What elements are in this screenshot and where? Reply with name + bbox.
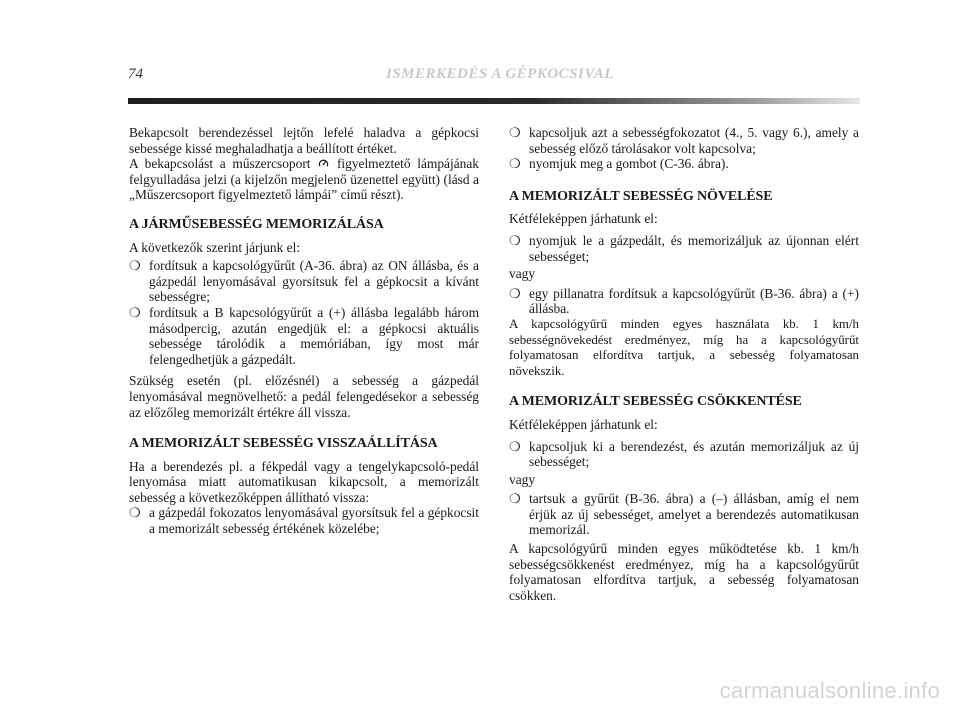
- memorize-note: Szükség esetén (pl. előzésnél) a sebesség a gázpedál lenyomásával megnövelhető: a pedál felengedésekor a sebesség az előzőleg memorizált értékre áll vissza.: [129, 373, 479, 420]
- list-item-text: kapcsoljuk azt a sebességfokozatot (4., 5. vagy 6.), amely a sebesség előző tárolásakor volt kapcsolva;: [529, 125, 859, 156]
- indicator-text-end: figyelmeztető lámpájának felgyulladása jelzi (a kijelzőn megjelenő üzenettel együtt) (lásd a „Műszercsoport figyelmeztető lámpái” című részt).: [129, 156, 479, 203]
- list-item: [509, 491, 859, 538]
- bullet-icon: ❍: [509, 438, 521, 454]
- list-item: [129, 505, 479, 536]
- list-item: [509, 439, 859, 470]
- cruise-control-icon: [318, 158, 329, 169]
- list-item-text: a gázpedál fokozatos lenyomásával gyorsítsuk fel a gépkocsit a memorizált sebesség értékének közelébe;: [149, 505, 479, 537]
- indicator-paragraph: [129, 156, 479, 203]
- list-item: [129, 258, 479, 305]
- list-item: [509, 156, 859, 172]
- decrease-intro: Kétféleképpen járhatunk el:: [509, 416, 658, 432]
- heading-decrease: A MEMORIZÁLT SEBESSÉG CSÖKKENTÉSE: [509, 394, 802, 410]
- list-item-text: fordítsuk a B kapcsológyűrűt a (+) állásba legalább három másodpercig, azután engedjük el: a gépkocsi aktuális sebessége tárolódik a memóriában, így most már felengedhetjük a gázpedált.: [149, 304, 479, 367]
- bullet-icon: ❍: [129, 258, 141, 274]
- bullet-icon: ❍: [509, 491, 521, 507]
- bullet-icon: ❍: [129, 304, 141, 320]
- bullet-icon: ❍: [509, 285, 521, 301]
- intro-paragraph: Bekapcsolt berendezéssel lejtőn lefelé haladva a gépkocsi sebessége kissé meghaladhatja a beállított értéket.: [129, 125, 479, 156]
- memorize-intro: A következők szerint járjunk el:: [129, 239, 301, 255]
- watermark: carmanualsonline.info: [719, 678, 940, 703]
- heading-restore: A MEMORIZÁLT SEBESSÉG VISSZAÁLLÍTÁSA: [129, 436, 438, 452]
- bullet-icon: ❍: [509, 232, 521, 248]
- running-title: ISMERKEDÉS A GÉPKOCSIVAL: [386, 66, 614, 82]
- header-rule: [128, 98, 860, 104]
- list-item: [509, 125, 859, 156]
- bullet-icon: ❍: [509, 125, 521, 140]
- decrease-note: A kapcsológyűrű minden egyes működtetése kb. 1 km/h sebességcsökkenést eredményez, míg ha a kapcsológyűrűt folyamatosan elfordítva tartjuk, a sebesség folyamatosan csökken.: [509, 541, 859, 603]
- list-item-text: kapcsoljuk ki a berendezést, és azután memorizáljuk az új sebességet;: [529, 438, 859, 470]
- left-column: [129, 125, 479, 537]
- increase-note: A kapcsológyűrű minden egyes használata kb. 1 km/h sebességnövekedést eredményez, míg ha a kapcsológyűrűt folyamatosan elfordítva tartjuk, a sebesség folyamatosan növekszik.: [509, 316, 859, 378]
- or-separator: vagy: [509, 266, 536, 282]
- page-number: 74: [128, 66, 143, 82]
- increase-intro: Kétféleképpen járhatunk el:: [509, 211, 658, 227]
- or-separator: vagy: [509, 471, 536, 487]
- list-item-text: fordítsuk a kapcsológyűrűt (A-36. ábra) az ON állásba, és a gázpedál lenyomásával gyorsítsuk fel a gépkocsit a kívánt sebességre;: [149, 258, 479, 305]
- right-column: [509, 125, 859, 603]
- heading-memorize: A JÁRMŰSEBESSÉG MEMORIZÁLÁSA: [129, 216, 384, 232]
- list-item: [509, 233, 859, 264]
- list-item: [129, 305, 479, 367]
- list-item-text: tartsuk a gyűrűt (B-36. ábra) a (–) állásban, amíg el nem érjük az új sebességet, amelyet a berendezés automatikusan memorizál.: [529, 491, 859, 538]
- list-item-text: egy pillanatra fordítsuk a kapcsológyűrűt (B-36. ábra) a (+) állásba.: [529, 285, 859, 317]
- bullet-icon: ❍: [129, 505, 141, 521]
- heading-increase: A MEMORIZÁLT SEBESSÉG NÖVELÉSE: [509, 188, 773, 204]
- restore-intro: Ha a berendezés pl. a fékpedál vagy a tengelykapcsoló-pedál lenyomása miatt automatikusan kikapcsolt, a memorizált sebesség a következőképpen állítható vissza:: [129, 458, 479, 505]
- list-item-text: nyomjuk le a gázpedált, és memorizáljuk az újonnan elért sebességet;: [529, 232, 859, 264]
- indicator-text-start: A bekapcsolást a műszercsoport: [129, 156, 311, 172]
- list-item: [509, 286, 859, 317]
- bullet-icon: ❍: [509, 156, 521, 172]
- list-item-text: nyomjuk meg a gombot (C-36. ábra).: [529, 156, 729, 172]
